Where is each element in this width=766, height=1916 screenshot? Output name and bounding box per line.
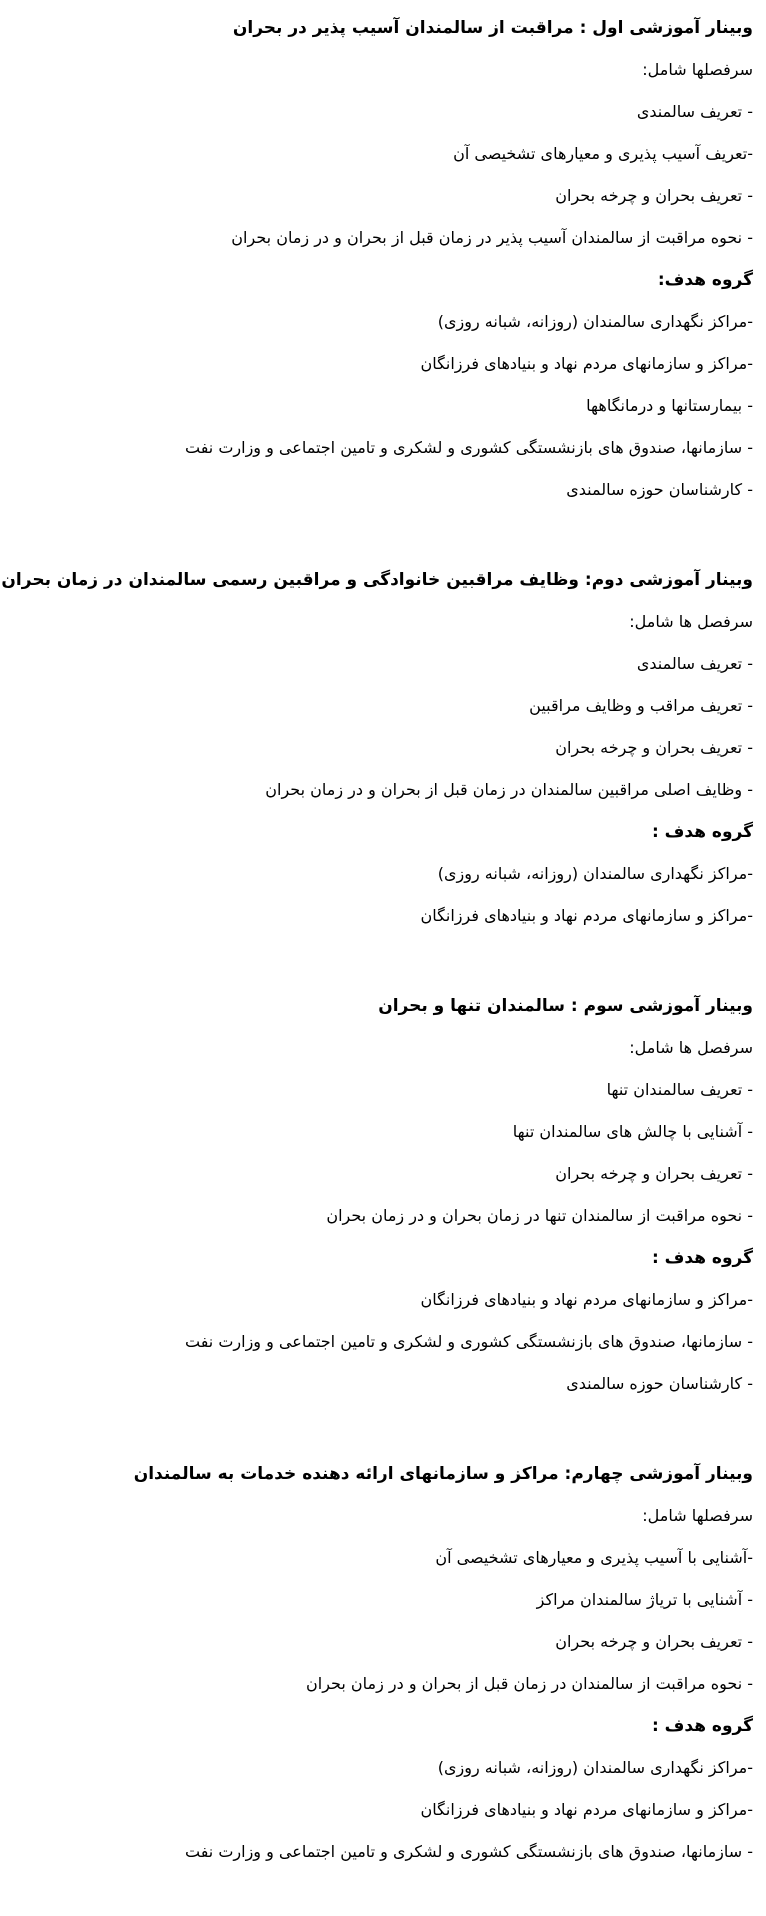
topics-intro: سرفصلها شامل: — [642, 60, 753, 79]
topic-item: - تعریف مراقب و وظایف مراقبین — [529, 696, 753, 715]
topic-item: - تعریف بحران و چرخه بحران — [555, 186, 753, 205]
target-item: -مراکز و سازمانهای مردم نهاد و بنیادهای فرزانگان — [420, 906, 753, 925]
topic-item: - تعریف سالمندی — [636, 654, 753, 673]
target-item: - کارشناسان حوزه سالمندی — [566, 480, 753, 499]
topic-item: - تعریف بحران و چرخه بحران — [555, 738, 753, 757]
topics-intro: سرفصل ها شامل: — [629, 1038, 753, 1057]
webinar-title: وبینار آموزشی اول : مراقبت از سالمندان آسیب پذیر در بحران — [232, 18, 753, 38]
topic-item: - نحوه مراقبت از سالمندان در زمان قبل از بحران و در زمان بحران — [306, 1674, 753, 1693]
topic-item: - تعریف سالمندان تنها — [606, 1080, 753, 1099]
webinar-section-1 — [0, 7, 753, 511]
webinar-title: وبینار آموزشی چهارم: مراکز و سازمانهای ارائه دهنده خدمات به سالمندان — [133, 1464, 753, 1484]
topic-item: -تعریف آسیب پذیری و معیارهای تشخیصی آن — [453, 144, 753, 163]
target-group-label: گروه هدف : — [651, 822, 753, 842]
target-item: -مراکز نگهداری سالمندان (روزانه، شبانه روزی) — [437, 312, 753, 331]
target-item: -مراکز نگهداری سالمندان (روزانه، شبانه روزی) — [437, 1758, 753, 1777]
topic-item: -آشنایی با آسیب پذیری و معیارهای تشخیصی آن — [435, 1548, 753, 1567]
target-item: - بیمارستانها و درمانگاهها — [586, 396, 753, 415]
topic-item: - تعریف بحران و چرخه بحران — [555, 1632, 753, 1651]
topic-item: - نحوه مراقبت از سالمندان تنها در زمان بحران و در زمان بحران — [326, 1206, 753, 1225]
topic-item: - وظایف اصلی مراقبین سالمندان در زمان قبل از بحران و در زمان بحران — [265, 780, 753, 799]
target-item: - سازمانها، صندوق های بازنشستگی کشوری و لشکری و تامین اجتماعی و وزارت نفت — [185, 1842, 753, 1861]
target-item: - سازمانها، صندوق های بازنشستگی کشوری و لشکری و تامین اجتماعی و وزارت نفت — [185, 438, 753, 457]
topic-item: - آشنایی با چالش های سالمندان تنها — [512, 1122, 753, 1141]
target-group-label: گروه هدف : — [651, 1716, 753, 1736]
webinar-section-4 — [0, 1453, 753, 1873]
topic-item: - تعریف بحران و چرخه بحران — [555, 1164, 753, 1183]
target-item: -مراکز و سازمانهای مردم نهاد و بنیادهای فرزانگان — [420, 1800, 753, 1819]
target-item: -مراکز نگهداری سالمندان (روزانه، شبانه روزی) — [437, 864, 753, 883]
topics-intro: سرفصلها شامل: — [642, 1506, 753, 1525]
topic-item: - تعریف سالمندی — [636, 102, 753, 121]
webinar-title: وبینار آموزشی سوم : سالمندان تنها و بحران — [378, 996, 753, 1016]
target-item: -مراکز و سازمانهای مردم نهاد و بنیادهای فرزانگان — [420, 354, 753, 373]
topic-item: - آشنایی با تریاژ سالمندان مراکز — [536, 1590, 753, 1609]
webinar-section-2 — [0, 559, 753, 937]
target-item: - کارشناسان حوزه سالمندی — [566, 1374, 753, 1393]
webinar-title: وبینار آموزشی دوم: وظایف مراقبین خانوادگی و مراقبین رسمی سالمندان در زمان بحران — [1, 570, 753, 590]
target-group-label: گروه هدف : — [651, 1248, 753, 1268]
topics-intro: سرفصل ها شامل: — [629, 612, 753, 631]
target-group-label: گروه هدف: — [657, 270, 753, 290]
topic-item: - نحوه مراقبت از سالمندان آسیب پذیر در زمان قبل از بحران و در زمان بحران — [231, 228, 753, 247]
target-item: -مراکز و سازمانهای مردم نهاد و بنیادهای فرزانگان — [420, 1290, 753, 1309]
target-item: - سازمانها، صندوق های بازنشستگی کشوری و لشکری و تامین اجتماعی و وزارت نفت — [185, 1332, 753, 1351]
webinar-section-3 — [0, 985, 753, 1405]
